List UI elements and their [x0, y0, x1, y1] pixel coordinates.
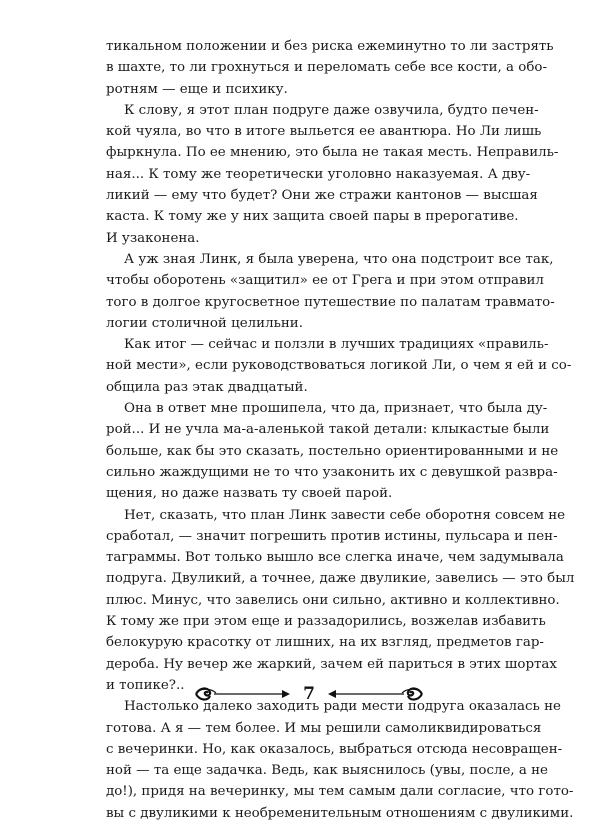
text-line: Настолько далеко заходить ради мести подруга оказалась не: [124, 699, 561, 715]
text-line: в шахте, то ли грохнуться и переломать себе все кости, а обо-: [106, 60, 548, 76]
paragraph: [106, 696, 574, 824]
text-line: того в долгое кругосветное путешествие по палатам травмато-: [106, 294, 555, 310]
right-arrow-line: [328, 690, 404, 698]
text-line: ротням — еще и психику.: [106, 81, 288, 97]
text-line: с вечеринки. Но, как оказалось, выбраться отсюда несовращен-: [106, 741, 563, 757]
text-line: ная... К тому же теоретически уголовно наказуемая. А дву-: [106, 166, 531, 182]
text-line: подруга. Двуликий, а точнее, даже двуликие, завелись — это был: [106, 571, 575, 587]
text-line: белокурую красотку от лишних, на их взгляд, предметов гар-: [106, 635, 544, 651]
text-line: сработал, — значит погрешить против истины, пульсара и пен-: [106, 528, 558, 544]
text-line: Она в ответ мне прошипела, что да, признает, что была ду-: [124, 401, 548, 417]
text-line: ликий — ему что будет? Они же стражи кантонов — высшая: [106, 188, 538, 204]
paragraph: [106, 334, 572, 398]
text-line: больше, как бы это сказать, постельно ориентированными и не: [106, 443, 559, 459]
text-line: ной — та еще задачка. Ведь, как выяснилось (увы, после, а не: [106, 763, 548, 779]
text-line: таграммы. Вот только вышло все слегка иначе, чем задумывала: [106, 550, 564, 566]
text-line: общила раз этак двадцатый.: [106, 379, 308, 395]
text-line: И узаконена.: [106, 230, 200, 246]
text-line: фыркнула. По ее мнению, это была не такая месть. Неправиль-: [106, 145, 559, 161]
text-line: К слову, я этот план подруге даже озвучила, будто печен-: [124, 102, 539, 118]
text-line: логии столичной целильни.: [106, 315, 303, 331]
text-line: щения, но даже назвать ту своей парой.: [106, 486, 393, 502]
page-footer: [194, 679, 424, 709]
left-arrow-line: [214, 690, 290, 698]
paragraph: [106, 505, 575, 697]
text-line: Нет, сказать, что план Линк завести себе оборотня совсем не: [124, 507, 566, 523]
text-line: сильно жаждущими не то что узаконить их с девушкой развра-: [106, 464, 558, 480]
text-line: Как итог — сейчас и ползли в лучших традициях «правиль-: [124, 337, 549, 353]
page-number: 7: [303, 684, 315, 704]
text-line: дероба. Ну вечер же жаркий, зачем ей париться в этих шортах: [106, 656, 557, 672]
right-flourish-icon: [402, 688, 422, 699]
text-line: вы с двуликими к необременительным отношениям с двуликими.: [106, 805, 574, 821]
text-line: А уж зная Линк, я была уверена, что она подстроит все так,: [124, 251, 554, 267]
text-line: тикальном положении и без риска ежеминутно то ли застрять: [106, 39, 554, 54]
text-line: и топике?..: [106, 677, 185, 693]
text-line: чтобы оборотень «защитил» ее от Грега и при этом отправил: [106, 273, 544, 289]
paragraph: [106, 249, 555, 334]
paragraph: [106, 100, 559, 249]
text-line: кой чуяла, во что в итоге выльется ее авантюра. Но Ли лишь: [106, 124, 542, 140]
text-line: каста. К тому же у них защита своей пары в прерогативе.: [106, 209, 519, 225]
text-line: рой... И не учла ма-а-аленькой такой детали: клыкастые были: [106, 422, 550, 438]
text-line: К тому же при этом еще и раззадорились, возжелав избавить: [106, 614, 546, 630]
left-flourish-icon: [196, 688, 216, 699]
text-line: готова. А я — тем более. И мы решили самоликвидироваться: [106, 720, 542, 736]
paragraph: [106, 36, 554, 100]
text-line: ной мести», если руководствоваться логикой Ли, о чем я ей и со-: [106, 358, 572, 374]
paragraph: [106, 398, 559, 504]
text-line: плюс. Минус, что завелись они сильно, активно и коллективно.: [106, 592, 560, 608]
text-line: до!), придя на вечеринку, мы тем самым дали согласие, что гото-: [106, 784, 574, 800]
